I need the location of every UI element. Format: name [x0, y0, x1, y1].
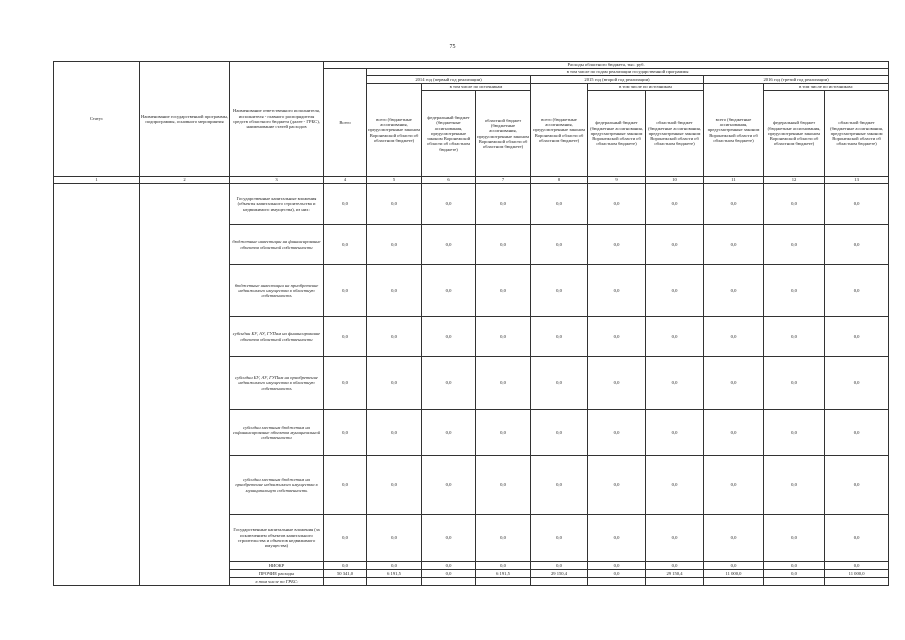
value-cell: 0,0: [764, 265, 825, 317]
header-2015-by-sources: в том числе по источникам: [588, 84, 704, 91]
value-cell: 0,0: [764, 225, 825, 265]
header-executor: Наименование ответственного исполнителя, исполнителя - главного распорядителя средств областного бюджета (далее - ГРБС), наименование статей расходов: [230, 62, 324, 177]
column-number: 10: [646, 177, 704, 184]
value-cell: 0,0: [588, 184, 646, 225]
value-cell: 0,0: [646, 562, 704, 570]
value-cell: 0,0: [646, 225, 704, 265]
header-2014-federal: федеральный бюджет (бюджетные ассигнования, предусмотренные законом Воронежской области об областном бюджете): [422, 91, 476, 177]
header-2015-all: всего (бюджетные ассигнования, предусмотренные законом Воронежской области об областном бюджете): [531, 84, 588, 177]
value-cell: 0,0: [646, 357, 704, 410]
value-cell: 0,0: [324, 317, 367, 357]
value-cell: 0,0: [476, 317, 531, 357]
value-cell: [825, 578, 889, 586]
header-year-2014: 2014 год (первый год реализации): [367, 76, 531, 84]
value-cell: 0,0: [825, 225, 889, 265]
value-cell: 0,0: [476, 410, 531, 456]
row-name: субсидии местным бюджетам на софинансирование объектов муниципальной собственности: [230, 410, 324, 456]
value-cell: 0,0: [422, 562, 476, 570]
header-2014-all: всего (бюджетные ассигнования, предусмотренные законом Воронежской области об областном бюджете): [367, 84, 422, 177]
value-cell: 6 191,5: [367, 570, 422, 578]
value-cell: 0,0: [531, 410, 588, 456]
value-cell: 0,0: [825, 317, 889, 357]
header-2016-all: всего (бюджетные ассигнования, предусмотренные законом Воронежской области об областном бюджете): [704, 84, 764, 177]
column-number: 6: [422, 177, 476, 184]
value-cell: 0,0: [825, 562, 889, 570]
value-cell: 0,0: [367, 562, 422, 570]
row-name: в том числе по ГРБС:: [230, 578, 324, 586]
value-cell: 0,0: [422, 225, 476, 265]
value-cell: 0,0: [646, 265, 704, 317]
value-cell: 0,0: [825, 515, 889, 562]
header-2016-by-sources: в том числе по источникам:: [764, 84, 889, 91]
header-2016-federal: федеральный бюджет (бюджетные ассигнования, предусмотренные законом Воронежской области об областном бюджете): [764, 91, 825, 177]
value-cell: 11 000,0: [704, 570, 764, 578]
header-program-name: Наименование государственной программы, подпрограммы, основного мероприятия: [140, 62, 230, 177]
header-budget-title: Расходы областного бюджета, тыс. руб.: [324, 62, 889, 69]
value-cell: 0,0: [476, 265, 531, 317]
value-cell: 0,0: [422, 317, 476, 357]
value-cell: [764, 578, 825, 586]
value-cell: 0,0: [324, 184, 367, 225]
value-cell: 0,0: [764, 456, 825, 515]
value-cell: 0,0: [422, 570, 476, 578]
value-cell: 0,0: [646, 456, 704, 515]
column-number: 2: [140, 177, 230, 184]
value-cell: 0,0: [531, 357, 588, 410]
value-cell: 0,0: [367, 225, 422, 265]
program-cell: [140, 184, 230, 586]
column-number: 3: [230, 177, 324, 184]
value-cell: 0,0: [704, 184, 764, 225]
value-cell: 0,0: [422, 410, 476, 456]
value-cell: 0,0: [422, 515, 476, 562]
value-cell: 0,0: [367, 456, 422, 515]
value-cell: 0,0: [588, 410, 646, 456]
row-name: бюджетные инвестиции на приобретение недвижимого имущества в областную собственность: [230, 265, 324, 317]
value-cell: 0,0: [704, 265, 764, 317]
value-cell: 0,0: [324, 357, 367, 410]
value-cell: 0,0: [764, 562, 825, 570]
value-cell: 0,0: [476, 184, 531, 225]
column-number: 11: [704, 177, 764, 184]
column-number: 9: [588, 177, 646, 184]
value-cell: 0,0: [324, 225, 367, 265]
value-cell: 0,0: [422, 184, 476, 225]
value-cell: 0,0: [588, 562, 646, 570]
value-cell: 0,0: [588, 456, 646, 515]
value-cell: 0,0: [422, 357, 476, 410]
column-number: 12: [764, 177, 825, 184]
row-name: Государственные капитальные вложения (объекты капитального строительства и недвижимого имущества), из них:: [230, 184, 324, 225]
value-cell: 0,0: [531, 225, 588, 265]
value-cell: 0,0: [531, 265, 588, 317]
value-cell: 0,0: [476, 515, 531, 562]
header-total: Всего: [324, 69, 367, 177]
value-cell: 0,0: [476, 456, 531, 515]
value-cell: 0,0: [476, 357, 531, 410]
row-name: субсидии местным бюджетам на приобретение недвижимого имущества в муниципальную собственность: [230, 456, 324, 515]
value-cell: 0,0: [825, 456, 889, 515]
budget-table: [53, 61, 889, 586]
value-cell: 0,0: [704, 317, 764, 357]
header-by-years: в том числе по годам реализации государственной программы: [367, 69, 889, 76]
row-name: бюджетные инвестиции на финансирование объектов областной собственности: [230, 225, 324, 265]
column-number: 5: [367, 177, 422, 184]
value-cell: 0,0: [324, 515, 367, 562]
value-cell: 0,0: [764, 410, 825, 456]
header-2014-regional: областной бюджет (бюджетные ассигнования, предусмотренные законом Воронежской области об областном бюджете): [476, 91, 531, 177]
value-cell: 0,0: [531, 515, 588, 562]
header-2015-federal: федеральный бюджет (бюджетные ассигнования, предусмотренные законом Воронежской области об областном бюджете): [588, 91, 646, 177]
value-cell: [531, 578, 588, 586]
value-cell: 29 150,4: [646, 570, 704, 578]
value-cell: 0,0: [588, 357, 646, 410]
header-2014-by-sources: в том числе по источникам: [422, 84, 531, 91]
value-cell: 0,0: [588, 570, 646, 578]
value-cell: 0,0: [825, 410, 889, 456]
value-cell: 0,0: [825, 184, 889, 225]
value-cell: 0,0: [704, 225, 764, 265]
value-cell: 0,0: [704, 456, 764, 515]
row-name: НИОКР: [230, 562, 324, 570]
value-cell: 29 150,4: [531, 570, 588, 578]
status-cell: [54, 184, 140, 586]
value-cell: 0,0: [646, 410, 704, 456]
value-cell: 0,0: [764, 317, 825, 357]
column-numbers-row: [54, 177, 889, 184]
value-cell: 0,0: [422, 456, 476, 515]
value-cell: 0,0: [588, 225, 646, 265]
row-name: Государственные капитальные вложения (за исключением объектов капитального строительства и объектов недвижимого имущества): [230, 515, 324, 562]
value-cell: 0,0: [704, 410, 764, 456]
value-cell: 0,0: [764, 184, 825, 225]
value-cell: 0,0: [764, 570, 825, 578]
column-number: 13: [825, 177, 889, 184]
value-cell: 0,0: [825, 265, 889, 317]
value-cell: [646, 578, 704, 586]
column-number: 7: [476, 177, 531, 184]
value-cell: 0,0: [764, 515, 825, 562]
value-cell: 0,0: [704, 357, 764, 410]
column-number: 4: [324, 177, 367, 184]
header-2015-regional: областной бюджет (бюджетные ассигнования, предусмотренные законом Воронежской области об областном бюджете): [646, 91, 704, 177]
value-cell: [367, 578, 422, 586]
value-cell: 0,0: [324, 562, 367, 570]
value-cell: 0,0: [646, 317, 704, 357]
value-cell: 0,0: [367, 410, 422, 456]
value-cell: 0,0: [476, 225, 531, 265]
value-cell: 6 191,5: [476, 570, 531, 578]
row-name: ПРОЧИЕ расходы: [230, 570, 324, 578]
value-cell: [704, 578, 764, 586]
value-cell: 0,0: [704, 562, 764, 570]
value-cell: 0,0: [422, 265, 476, 317]
value-cell: 0,0: [367, 515, 422, 562]
row-name: субсидии БУ, АУ, ГУПам на приобретение недвижимого имущества в областную собственность: [230, 357, 324, 410]
value-cell: 0,0: [367, 317, 422, 357]
row-name: субсидии БУ, АУ, ГУПам на финансирование объектов областной собственности: [230, 317, 324, 357]
table-row: [54, 184, 889, 225]
value-cell: 0,0: [764, 357, 825, 410]
value-cell: 0,0: [367, 184, 422, 225]
value-cell: 0,0: [531, 562, 588, 570]
value-cell: 0,0: [324, 265, 367, 317]
header-status: Статус: [54, 62, 140, 177]
value-cell: 0,0: [476, 562, 531, 570]
value-cell: 0,0: [646, 515, 704, 562]
value-cell: [588, 578, 646, 586]
value-cell: 0,0: [588, 265, 646, 317]
value-cell: 0,0: [324, 456, 367, 515]
header-2016-regional: областной бюджет (бюджетные ассигнования, предусмотренные законом Воронежской области об областном бюджете): [825, 91, 889, 177]
value-cell: 0,0: [531, 317, 588, 357]
value-cell: [324, 578, 367, 586]
value-cell: 0,0: [588, 317, 646, 357]
value-cell: 0,0: [825, 357, 889, 410]
value-cell: 0,0: [531, 184, 588, 225]
value-cell: 0,0: [324, 410, 367, 456]
value-cell: 0,0: [367, 265, 422, 317]
value-cell: 0,0: [367, 357, 422, 410]
column-number: 8: [531, 177, 588, 184]
value-cell: 0,0: [646, 184, 704, 225]
header-year-2016: 2016 год (третий год реализации): [704, 76, 889, 84]
value-cell: [422, 578, 476, 586]
value-cell: [476, 578, 531, 586]
value-cell: 0,0: [588, 515, 646, 562]
page-number: 75: [449, 44, 456, 50]
value-cell: 0,0: [531, 456, 588, 515]
value-cell: 50 341,0: [324, 570, 367, 578]
value-cell: 11 000,0: [825, 570, 889, 578]
value-cell: 0,0: [704, 515, 764, 562]
column-number: 1: [54, 177, 140, 184]
header-year-2015: 2015 год (второй год реализации): [531, 76, 704, 84]
